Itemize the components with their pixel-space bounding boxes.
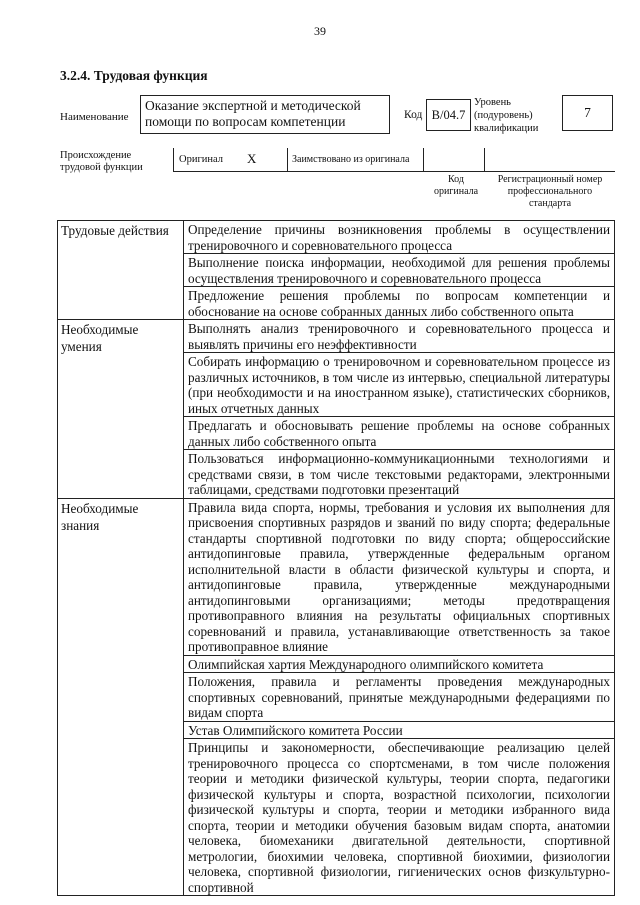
table-row: [58, 498, 615, 655]
section-item: Предложение решения проблемы по вопросам компетенции и обоснование на основе собранных данных либо собственного опыта: [184, 287, 615, 320]
code-caption: Код оригинала: [433, 174, 479, 197]
section-label: Необходимые умения: [58, 320, 184, 499]
code-value: B/04.7: [431, 108, 466, 122]
page-number: 39: [314, 24, 326, 38]
section-item: Выполнение поиска информации, необходимой для решения проблемы осуществления тренировочного и соревновательного процесса: [184, 254, 615, 287]
reg-caption: Регистрационный номер профессионального стандарта: [497, 174, 603, 209]
section-title: 3.2.4. Трудовая функция: [60, 68, 208, 83]
level-value: 7: [584, 105, 591, 120]
section-item: Пользоваться информационно-коммуникационными технологиями и средствами связи, в том числе текстовыми редакторами, электронными таблицами, средствами подготовки презентаций: [184, 450, 615, 499]
borrowed-label: Заимствовано из оригинала: [292, 154, 410, 165]
level-label: Уровень (подуровень) квалификации: [474, 97, 539, 134]
name-value-box: [140, 95, 390, 134]
name-value: Оказание экспертной и методической помощи по вопросам компетенции: [145, 98, 361, 129]
table-row: [58, 221, 615, 254]
name-label: Наименование: [60, 111, 129, 123]
section-item: Принципы и закономерности, обеспечивающие реализацию целей тренировочного процесса со спортсменами, в том числе положения теории и методики физической культуры, теории спорта, педагогики физической культуры и спорта, возрастной психологии, психологии физической культуры и спорта, теории и методики избранного вида спорта, теории и методики обучения базовым видам спорта, анатомии человека, биомеханики двигательной деятельности, спортивной метрологии, биохимии человека, спортивной биохимии, физиологии человека, спортивной физиологии, гигиенических основ физкультурно-спортивной: [184, 739, 615, 896]
section-label: Необходимые знания: [58, 498, 184, 896]
original-mark: X: [247, 151, 257, 166]
table-row: [58, 320, 615, 353]
code-value-box: [426, 99, 471, 131]
section-item: Предлагать и обосновывать решение проблемы на основе собранных данных либо собственного опыта: [184, 417, 615, 450]
original-label: Оригинал: [179, 154, 223, 165]
origin-label: Происхождение трудовой функции: [60, 150, 143, 173]
section-item: Правила вида спорта, нормы, требования и условия их выполнения для присвоения спортивных разрядов и званий по виду спорта; федеральные стандарты спортивной подготовки по виду спорта; общероссийские антидопинговые правила, утвержденные федеральным органом исполнительной власти в области физической культуры и спорта, и антидопинговые правила, утвержденные международными антидопинговыми организациями; методы предотвращения противоправного влияния на результаты официальных спортивных соревнований и правила, устанавливающие ответственность за такое противоправное влияние: [184, 498, 615, 655]
section-item: Собирать информацию о тренировочном и соревновательном процессе из различных источников, в том числе из интервью, специальной литературы (при необходимости и на иностранном языке), статистических сборников, иных отчетных данных: [184, 353, 615, 417]
section-item: Олимпийская хартия Международного олимпийского комитета: [184, 655, 615, 673]
section-label: Трудовые действия: [58, 221, 184, 320]
function-table: [57, 220, 615, 896]
section-item: Выполнять анализ тренировочного и соревновательного процесса и выявлять причины его неэффективности: [184, 320, 615, 353]
section-item: Устав Олимпийского комитета России: [184, 721, 615, 739]
code-original-cell: [424, 148, 485, 172]
section-item: Положения, правила и регламенты проведения международных спортивных соревнований, принятые международными федерациями по видам спорта: [184, 673, 615, 722]
level-value-box: [562, 95, 613, 131]
section-item: Определение причины возникновения проблемы в осуществлении тренировочного и соревновательного процесса: [184, 221, 615, 254]
code-label: Код: [404, 109, 423, 121]
